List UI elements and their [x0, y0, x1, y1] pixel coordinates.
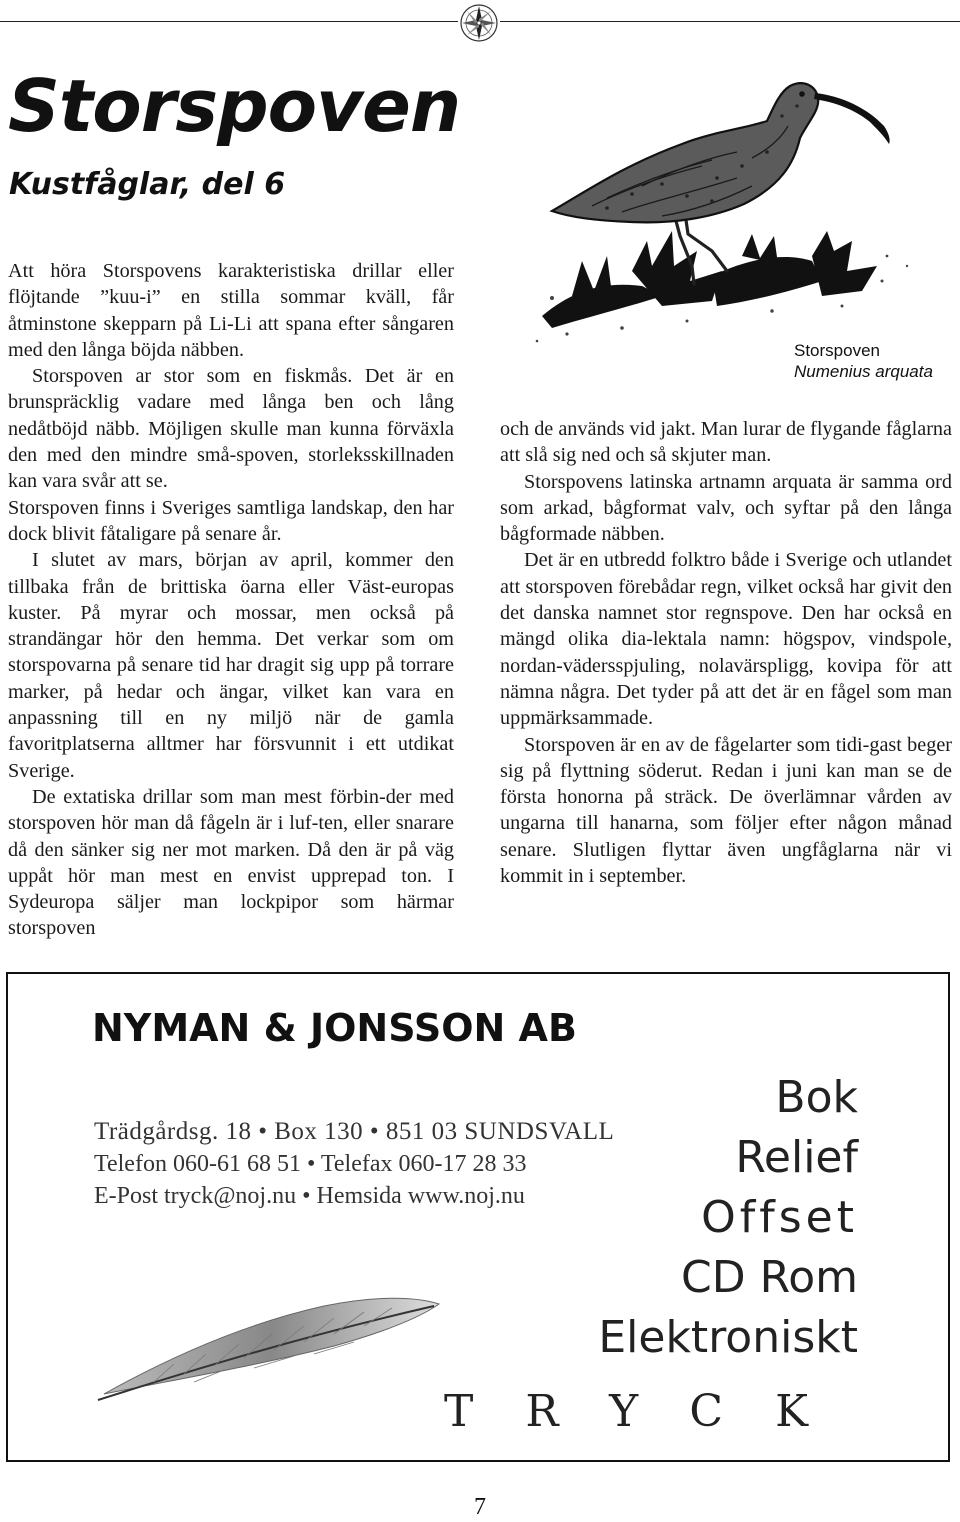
caption-latin-name: Numenius arquata [794, 362, 933, 381]
article-right-column [500, 416, 952, 889]
company-phone: Telefon 060-61 68 51 • Telefax 060-17 28 33 [94, 1151, 527, 1177]
paragraph: Storspovens latinska artnamn arquata är samma ord som arkad, bågformat valv, och syftar på den långa bågformade näbben. [500, 470, 952, 546]
company-address: Trädgårdsg. 18 • Box 130 • 851 03 SUNDSVALL [94, 1118, 615, 1145]
page-number: 7 [474, 1494, 486, 1520]
service-item: CD Rom [681, 1252, 858, 1303]
paragraph: Storspoven finns i Sveriges samtliga landskap, den har dock blivit fåtaligare på senare år. [8, 496, 454, 545]
paragraph: Det är en utbredd folktro både i Sverige och utlandet att storspoven förebådar regn, vilket också har givit den det danska namnet stor regnspove. Den har också en mängd olika dia-lektala namn: högspov, vindspole, nordan-vädersspjuling, nolavärspligg, kovipa för att nämna några. Det tyder på att det är en fågel som man uppmärksammade. [500, 549, 952, 730]
contact-info [94, 1116, 614, 1212]
article-left-column [8, 258, 454, 942]
company-name: NYMAN & JONSSON AB [92, 1006, 577, 1050]
article-subtitle: Kustfåglar, del 6 [9, 167, 286, 202]
service-item: Offset [701, 1192, 858, 1243]
service-item: Bok [775, 1072, 858, 1123]
paragraph: Storspoven är en av de fågelarter som tidi-gast beger sig på flyttning söderut. Redan i juni kan man se de första honorna på sträck. De överlämnar vården av ungarna till hanarna, som följer efter någon månad senare. Slutligen flyttar även ungfåglarna när vi kommit in i september. [500, 733, 952, 888]
tryck-tagline: TRYCK [444, 1386, 860, 1437]
paragraph: Storspoven ar stor som en fiskmås. Det är en brunspräcklig vadare med långa ben och lång nedåtböjd näbb. Möjligen skulle man kunna förväxla den med den mindre små-spoven, storleksskillnaden kan vara svår att se. [8, 365, 454, 493]
company-web: E-Post tryck@noj.nu • Hemsida www.noj.nu [94, 1183, 525, 1209]
article-title: Storspoven [8, 64, 461, 148]
paragraph: och de används vid jakt. Man lurar de flygande fåglarna att slå sig ned och så skjuter man. [500, 418, 952, 467]
paragraph: Att höra Storspovens karakteristiska drillar eller flöjtande ”kuu-i” en stilla sommar kväll, får åtminstone skepparn på Li-Li att spana efter sångaren med den långa böjda näbben. [8, 260, 454, 361]
compass-rose-icon [458, 2, 500, 44]
curlew-illustration [512, 66, 932, 386]
advertisement-box [6, 972, 950, 1462]
figure-caption [794, 340, 933, 382]
service-list [598, 1068, 858, 1368]
feather-icon [94, 1266, 454, 1406]
service-item: Elektroniskt [598, 1312, 858, 1363]
paragraph: I slutet av mars, början av april, kommer den tillbaka från de brittiska öarna eller Väst-europas kuster. På myrar och mossar, men också på strandängar hör den hemma. Det verkar som om storspovarna på senare tid har dragit sig upp på torrare marker, på hedar och ängar, vilket kan vara en anpassning till en ny miljö när de gamla favoritplatserna alltmer har försvunnit i ett utdikat Sverige. [8, 549, 454, 782]
paragraph: De extatiska drillar som man mest förbin-der med storspoven hör man då fågeln är i luf-ten, eller snarare då den sänker sig ner mot marken. Då den är på väg uppåt hör man mest en envist upprepad ton. I Sydeuropa säljer man lockpipor som härmar storspoven [8, 785, 454, 940]
service-item: Relief [735, 1132, 858, 1183]
caption-name: Storspoven [794, 341, 880, 360]
